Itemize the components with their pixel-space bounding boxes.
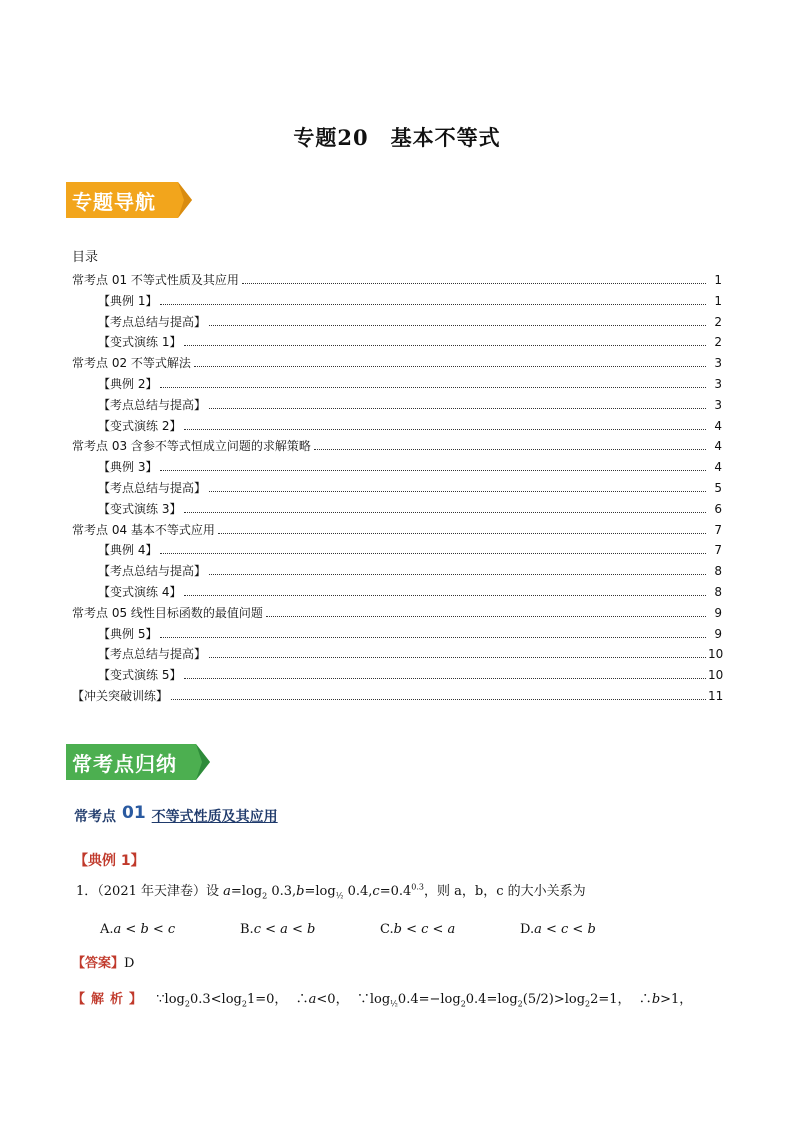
question-stem-suffix: ，则 a，b，c 的大小关系为 bbox=[424, 884, 586, 899]
question-stem bbox=[76, 880, 586, 901]
toc-entry-label: 【典例 3】 bbox=[98, 460, 158, 475]
toc-leader-dots bbox=[184, 678, 706, 679]
toc-entry-label: 常考点 05 线性目标函数的最值问题 bbox=[72, 605, 263, 620]
analysis-line bbox=[72, 988, 722, 1009]
toc-leader-dots bbox=[314, 449, 706, 450]
toc-entry-page: 10 bbox=[708, 647, 724, 662]
table-of-contents bbox=[72, 271, 722, 708]
toc-entry[interactable] bbox=[72, 541, 722, 562]
toc-entry-page: 7 bbox=[714, 543, 722, 558]
toc-leader-dots bbox=[218, 533, 706, 534]
toc-entry-page: 4 bbox=[714, 460, 722, 475]
toc-entry-page: 2 bbox=[714, 314, 722, 329]
toc-entry[interactable] bbox=[72, 500, 722, 521]
toc-entry-page: 1 bbox=[714, 273, 722, 287]
toc-entry-page: 4 bbox=[714, 418, 722, 433]
toc-entry[interactable] bbox=[72, 458, 722, 479]
toc-leader-dots bbox=[160, 637, 706, 638]
toc-entry[interactable] bbox=[72, 333, 722, 354]
question-stem-prefix: 1．（2021 年天津卷）设 bbox=[76, 884, 219, 899]
toc-entry-page: 3 bbox=[714, 397, 722, 412]
toc-entry-label: 【变式演练 4】 bbox=[98, 584, 182, 599]
toc-entry-label: 【变式演练 2】 bbox=[98, 418, 182, 433]
choice-b[interactable]: B.c < a < b bbox=[240, 922, 316, 937]
toc-entry-label: 常考点 03 含参不等式恒成立问题的求解策略 bbox=[72, 439, 311, 454]
toc-entry[interactable] bbox=[72, 417, 722, 438]
toc-entry[interactable] bbox=[72, 645, 722, 666]
toc-entry[interactable] bbox=[72, 625, 722, 646]
toc-entry-page: 9 bbox=[714, 605, 722, 620]
toc-entry-label: 【典例 4】 bbox=[98, 543, 158, 558]
toc-leader-dots bbox=[209, 491, 706, 492]
toc-entry-label: 常考点 04 基本不等式应用 bbox=[72, 522, 215, 537]
toc-entry-label: 【变式演练 5】 bbox=[98, 668, 182, 683]
toc-leader-dots bbox=[160, 553, 706, 554]
toc-entry-page: 3 bbox=[714, 376, 722, 391]
section-title: 不等式性质及其应用 bbox=[151, 809, 278, 825]
toc-entry-label: 【典例 5】 bbox=[98, 626, 158, 641]
answer-value: D bbox=[124, 956, 135, 971]
toc-entry-label: 【冲关突破训练】 bbox=[72, 688, 169, 703]
topic-nav-banner bbox=[66, 180, 196, 220]
toc-entry-page: 11 bbox=[708, 688, 724, 703]
topic-nav-banner-label: 专题导航 bbox=[72, 190, 156, 214]
choice-d[interactable]: D.a < c < b bbox=[520, 922, 596, 937]
toc-entry[interactable] bbox=[72, 521, 722, 542]
answer-label: 【答案】 bbox=[72, 956, 125, 971]
analysis-label: 【解析】 bbox=[72, 992, 149, 1007]
toc-entry-label: 【考点总结与提高】 bbox=[98, 564, 207, 579]
toc-entry-page: 4 bbox=[714, 439, 722, 454]
toc-leader-dots bbox=[184, 512, 706, 513]
toc-entry-page: 7 bbox=[714, 522, 722, 537]
toc-entry-label: 【考点总结与提高】 bbox=[98, 480, 207, 495]
toc-entry-page: 9 bbox=[714, 626, 722, 641]
toc-entry-page: 8 bbox=[714, 564, 722, 579]
toc-leader-dots bbox=[266, 616, 706, 617]
choice-a[interactable]: A.a < b < c bbox=[100, 922, 176, 937]
example-label: 【典例 1】 bbox=[74, 853, 145, 869]
toc-leader-dots bbox=[194, 366, 706, 367]
toc-entry-label: 【考点总结与提高】 bbox=[98, 314, 207, 329]
toc-entry-label: 【考点总结与提高】 bbox=[98, 647, 207, 662]
toc-entry-label: 常考点 01 不等式性质及其应用 bbox=[72, 273, 239, 287]
toc-entry[interactable] bbox=[72, 666, 722, 687]
toc-leader-dots bbox=[160, 387, 706, 388]
toc-leader-dots bbox=[160, 304, 706, 305]
toc-leader-dots bbox=[209, 325, 706, 326]
question-formula: $a=\log_2$ $0.3,b=\log_{\frac{1}{2}}$ $0.4,c=0.4^{0.3}$ bbox=[223, 882, 424, 901]
summary-banner bbox=[66, 742, 216, 782]
toc-leader-dots bbox=[184, 429, 706, 430]
toc-entry[interactable] bbox=[72, 479, 722, 500]
toc-entry-page: 10 bbox=[708, 668, 724, 683]
toc-entry-page: 6 bbox=[714, 501, 722, 516]
toc-entry-label: 常考点 02 不等式解法 bbox=[72, 356, 191, 371]
toc-leader-dots bbox=[184, 595, 706, 596]
toc-entry[interactable] bbox=[72, 583, 722, 604]
toc-entry-page: 2 bbox=[714, 335, 722, 350]
section-number: 01 bbox=[122, 803, 146, 823]
toc-entry[interactable] bbox=[72, 375, 722, 396]
toc-entry-page: 5 bbox=[714, 480, 722, 495]
toc-entry[interactable] bbox=[72, 396, 722, 417]
toc-leader-dots bbox=[184, 345, 706, 346]
section-heading bbox=[74, 803, 278, 826]
toc-entry-label: 【典例 2】 bbox=[98, 376, 158, 391]
toc-leader-dots bbox=[242, 283, 706, 284]
toc-entry-page: 8 bbox=[714, 584, 722, 599]
toc-entry[interactable] bbox=[72, 604, 722, 625]
toc-entry[interactable] bbox=[72, 437, 722, 458]
toc-leader-dots bbox=[209, 574, 706, 575]
toc-leader-dots bbox=[209, 657, 706, 658]
toc-leader-dots bbox=[209, 408, 706, 409]
toc-entry[interactable] bbox=[72, 687, 722, 708]
page-title: 专题20 基本不等式 bbox=[293, 125, 501, 150]
toc-entry-page: 1 bbox=[714, 293, 722, 308]
choice-c[interactable]: C.b < c < a bbox=[380, 922, 456, 937]
toc-leader-dots bbox=[171, 699, 706, 700]
toc-entry[interactable] bbox=[72, 562, 722, 583]
toc-entry-label: 【考点总结与提高】 bbox=[98, 397, 207, 412]
analysis-formula: $\because\log_20.3<\log_21=0$， ∴a<0， $\because\log_{\frac{1}{2}}0.4=-\log_20.4=\log_2(5/2)>\log_22=1$， ∴b>1， bbox=[152, 992, 693, 1009]
toc-entry[interactable] bbox=[72, 292, 722, 313]
toc-entry-label: 【变式演练 1】 bbox=[98, 335, 182, 350]
summary-banner-label: 常考点归纳 bbox=[72, 752, 177, 776]
toc-entry-label: 【变式演练 3】 bbox=[98, 501, 182, 516]
toc-entry-label: 【典例 1】 bbox=[98, 293, 158, 308]
toc-entry[interactable] bbox=[72, 313, 722, 334]
toc-entry[interactable] bbox=[72, 354, 722, 375]
toc-entry-page: 3 bbox=[714, 356, 722, 371]
toc-entry[interactable] bbox=[72, 271, 722, 292]
section-prefix: 常考点 bbox=[74, 809, 116, 825]
toc-leader-dots bbox=[160, 470, 706, 471]
answer-line bbox=[72, 952, 134, 971]
toc-heading: 目录 bbox=[72, 250, 99, 265]
